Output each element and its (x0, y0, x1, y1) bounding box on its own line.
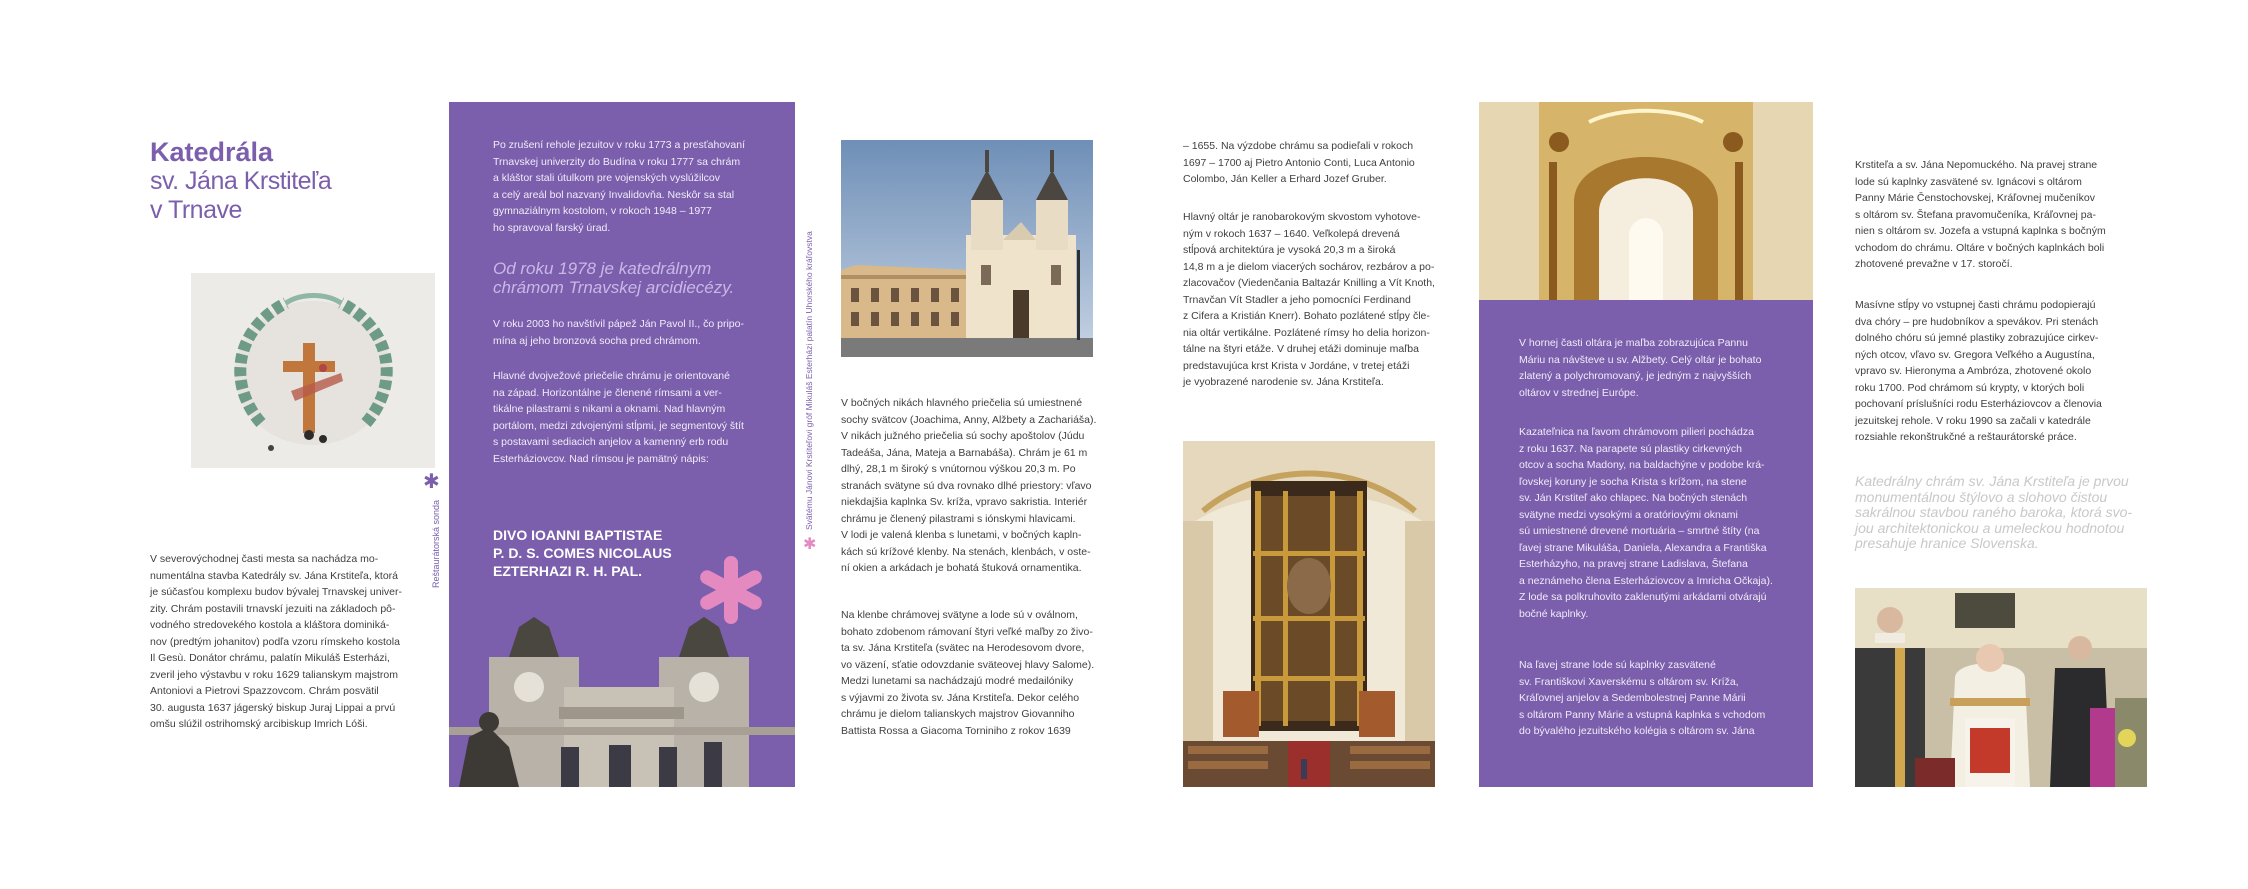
left-chapels-paragraph: Na ľavej strane lode sú kaplnky zasvätené sv. Františkovi Xaverskému s oltárom sv. Kríža, Kráľovnej anjelov a Sedembolestnej Panne Márii s oltárom Panny Márie a vstupná kaplnka s vchodom do bývalého jezuitského kolégia s oltárom sv. Jána (1519, 659, 1766, 737)
title-line-3: v Trnave (150, 196, 242, 224)
cathedral-facade-photo (449, 617, 795, 787)
title-line-2: sv. Jána Krstiteľa (150, 167, 332, 195)
altar-top-photo (1479, 102, 1813, 300)
choir-crypt-paragraph: Masívne stĺpy vo vstupnej časti chrámu podopierajú dva chóry – pre hudobníkov a spevákov. Pri stenách dolného chóru sú jemné plastiky zobrazujúce cirkev- ných otcov, vľavo sv. Gregora Veľkého a Augustína, vpravo sv. Hieronyma a Ambróza, zhotovené okolo roku 1700. Pod chrámom sú krypty, v ktorých boli pochovaní príslušníci rodu Esterháziovcov a členovia jezuitskej rehole. V roku 1990 sa začali v katedrále rozsiahle rekonštrukčné a reštaurátorské práce. (1855, 299, 2102, 443)
altar-pulpit-panel (1479, 300, 1813, 787)
history-panel (449, 102, 795, 787)
cathedral-exterior-photo (841, 140, 1093, 357)
asterisk-ornament-pink: ✱ (803, 536, 817, 553)
decoration-paragraph: – 1655. Na výzdobe chrámu sa podieľali v rokoch 1697 – 1700 aj Pietro Antonio Conti, Luca Antonio Colombo, Ján Keller a Erhard Jozef Gruber. (1183, 140, 1415, 185)
baroque-quote: Katedrálny chrám sv. Jána Krstiteľa je prvou monumentálnou štýlovo a slohovo čistou sakrálnou stavbou raného baroka, ktorá svo- jou architektonickou a umeleckou hodnotou presahuje hranice Slovenska. (1855, 473, 2133, 551)
restoration-probe-photo (191, 273, 435, 468)
title-block (150, 137, 331, 225)
pulpit-paragraph: Kazateľnica na ľavom chrámovom pilieri pochádza z roku 1637. Na parapete sú plastiky cirkevných otcov a socha Madony, na baldachýne v podobe krá- ľovskej koruny je socha Krista s krížom, na stene sv. Ján Krstiteľ ako chlapec. Na bočných stenách svätyne medzi vysokými a oratóriovými oknami sú umiestnené drevené mortuária – smrtné štíty (na ľavej strane Mikuláša, Daniela, Alexandra a Františka Esterházyho, na pravej strane Ladislava, Štefana a neznámeho člena Esterháziovcov a Imricha Očkaja). Z lode sa polkruhovito zaklenutými arkádami otvárajú bočné kaplnky. (1519, 426, 1773, 620)
title-line-1: Katedrála (150, 137, 274, 167)
restoration-caption: Reštaurátorská sonda (431, 499, 441, 588)
history-paragraph-3: Hlavné dvojvežové priečelie chrámu je orientované na západ. Horizontálne je členené rímsami a ver- tikálne pilastrami s nikami a oknami. Nad hlavným portálom, medzi zdvojenými stĺpmi, je segmentový štít s postavami sediacich anjelov a kamenný erb rodu Esterháziovcov. Nad rímsou je pamätný nápis: (493, 370, 744, 465)
history-paragraph-1: Po zrušení rehole jezuitov v roku 1773 a presťahovaní Trnavskej univerzity do Budína v roku 1777 sa chrám a kláštor stali útulkom pre vojenských vyslúžilcov a celý areál bol nazvaný Invalidovňa. Neskôr sa stal gymnaziálnym kostolom, v rokoch 1948 – 1977 ho spravoval farský úrad. (493, 139, 746, 234)
intro-paragraph: V severovýchodnej časti mesta sa nachádza mo- numentálna stavba Katedrály sv. Jána Krstiteľa, ktorá je súčasťou komplexu budov bývalej Trnavskej univer- zity. Chrám postavili trnavskí jezuiti na základoch pô- vodného stredovekého kostola a kláštora dominiká- nov (predtým johanitov) podľa vzoru rímskeho kostola Il Gesù. Donátor chrámu, palatín Mikuláš Esterházi, zveril jeho výstavbu v roku 1629 talianskym majstrom Antoniovi a Pietrovi Spazzovcom. Chrám posvätil 30. augusta 1637 jágerský biskup Juraj Lippai a prvú omšu slúžil ostrihomský arcibiskup Imrich Lóši. (150, 553, 402, 730)
history-paragraph-2: V roku 2003 ho navštívil pápež Ján Pavol II., čo pripo- mína aj jeho bronzová socha pred chrámom. (493, 318, 744, 347)
main-altar-photo (1183, 441, 1435, 787)
right-chapels-paragraph: Krstiteľa a sv. Jána Nepomuckého. Na pravej strane lode sú kaplnky zasvätené sv. Ignácovi s oltárom Panny Márie Čenstochovskej, Kráľovnej mučeníkov s oltárom sv. Štefana pravomučeníka, Kráľovnej pa- nien s oltárom sv. Jozefa a vstupná kaplnka s bočným vchodom do chrámu. Oltáre v bočných kaplnkách boli zhotovené prevažne v 17. storočí. (1855, 159, 2106, 270)
asterisk-ornament-small: ✱ (423, 471, 440, 493)
cathedral-quote: Od roku 1978 je katedrálnym chrámom Trnavskej arcidiecézy. (493, 259, 735, 297)
vault-paintings-paragraph: Na klenbe chrámovej svätyne a lode sú v oválnom, bohato zdobenom rámovaní štyri veľké maľby zo živo- ta sv. Jána Krstiteľa (svätec na Herodesovom dvore, vo väzení, sťatie odovzdanie sväteovej hlavy Salome). Medzi lunetami sa nachádzajú modré medailóniky s výjavmi zo života sv. Jána Krstiteľa. Dekor celého chrámu je dielom talianskych majstrov Giovanniho Battista Rossa a Giacoma Torniniho z rokov 1639 (841, 609, 1095, 737)
main-altar-paragraph: Hlavný oltár je ranobarokovým skvostom vyhotove- ným v rokoch 1637 – 1640. Veľkolepá drevená stĺpová architektúra je vysoká 20,3 m a široká 14,8 m a je dielom viacerých sochárov, rezbárov a po- zlacovačov (Viedenčania Baltazár Knilling a Vít Knoth, Trnavčan Vít Stadler a jeho pomocníci Ferdinand z Cifera a Kristián Knerr). Bohato pozlátené stĺpy čle- nia oltár vertikálne. Pozlátené rímsy ho delia horizon- tálne na štyri etáže. V druhej etáži dominuje maľba predstavujúca krst Krista v Jordáne, v tretej etáži je vyobrazené narodenie sv. Jána Krstiteľa. (1183, 211, 1435, 388)
facade-interior-paragraph: V bočných nikách hlavného priečelia sú umiestnené sochy svätcov (Joachima, Anny, Alžbety a Zachariáša). V nikách južného priečelia sú sochy apoštolov (Júdu Tadeáša, Jána, Mateja a Barnabáša). Chrám je 61 m dlhý, 28,1 m široký s vnútornou výškou 20,3 m. Po stranách svätyne sú dva rovnako dlhé priestory: vľavo niekdajšia kaplnka Sv. kríža, vpravo sakristia. Interiér chrámu je členený pilastrami s iónskymi hlavicami. V lodi je valená klenba s lunetami, v bočných kapln- kách sú krížové klenby. Na stenách, klenbách, v oste- ní okien a arkádach je bohatá štuková ornamentika. (841, 397, 1097, 574)
memorial-inscription: DIVO IOANNI BAPTISTAE P. D. S. COMES NICOLAUS EZTERHAZI R. H. PAL. (493, 527, 672, 579)
papal-visit-photo (1855, 588, 2147, 787)
upper-altar-paragraph: V hornej časti oltára je maľba zobrazujúca Pannu Máriu na návšteve u sv. Alžbety. Celý oltár je bohato zlatený a polychromovaný, je jedným z najvyšších oltárov v strednej Európe. (1519, 337, 1762, 399)
epitaph-caption: Svätému Jánovi Krstiteľovi gróf Mikuláš Esterházi palatín Uhorského kráľovstva (804, 231, 814, 530)
asterisk-ornament-large (693, 554, 769, 626)
